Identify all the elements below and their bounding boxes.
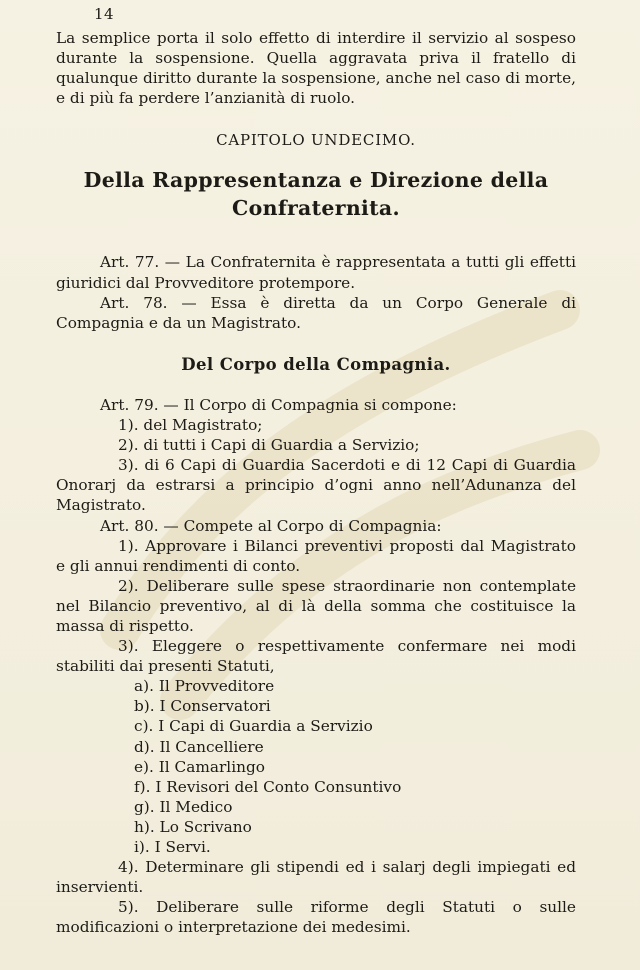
article-80-item: 4). Determinare gli stipendi ed i salarj degli impiegati ed inservienti.	[56, 858, 576, 897]
article-79-item: 1). del Magistrato;	[118, 416, 263, 435]
article-79-item: 3). di 6 Capi di Guardia Sacerdoti e di 12 Capi di Guardia Onorarj da estrarsi a principio d’ogni anno nell’Adunanza del Magistrato.	[56, 456, 576, 515]
article-80-subitem: b). I Conservatori	[134, 697, 271, 716]
article-80-item: 5). Deliberare sulle riforme degli Statuti o sulle modificazioni o interpretazione dei medesimi.	[56, 898, 576, 937]
page-body	[56, 28, 576, 937]
article-79-item: 2). di tutti i Capi di Guardia a Servizio;	[118, 436, 420, 455]
article-80-subitem: f). I Revisori del Conto Consuntivo	[134, 777, 402, 796]
article-80-subitem: a). Il Provveditore	[134, 677, 275, 696]
chapter-title: Della Rappresentanza e Direzione della Confraternita.	[83, 168, 549, 221]
article-80-subitem: h). Lo Scrivano	[134, 817, 252, 836]
intro-paragraph: La semplice porta il solo effetto di interdire il servizio al sospeso durante la sospensione. Quella aggravata priva il fratello di qualunque diritto durante la sospensione, anche nel caso di morte, e di più fa perdere l’anzianità di ruolo.	[56, 29, 576, 108]
chapter-heading: CAPITOLO UNDECIMO.	[216, 131, 416, 150]
article-80-subitem: e). Il Camarlingo	[134, 757, 265, 776]
article-78: Art. 78. — Essa è diretta da un Corpo Generale di Compagnia e da un Magistrato.	[56, 293, 576, 332]
article-80-subitem: g). Il Medico	[134, 797, 233, 816]
page-number: 14	[94, 5, 115, 23]
article-79: Art. 79. — Il Corpo di Compagnia si compone:	[100, 395, 457, 414]
article-77: Art. 77. — La Confraternita è rappresentata a tutti gli effetti giuridici dal Provveditore protempore.	[56, 253, 576, 292]
article-80-item: 2). Deliberare sulle spese straordinarie non contemplate nel Bilancio preventivo, al di là della somma che costituisce la massa di rispetto.	[56, 576, 576, 635]
article-80-item: 1). Approvare i Bilanci preventivi proposti dal Magistrato e gli annui rendimenti di conto.	[56, 536, 576, 575]
section-heading: Del Corpo della Compagnia.	[181, 354, 451, 374]
article-80-subitem: c). I Capi di Guardia a Servizio	[134, 717, 373, 736]
article-80-subitem: d). Il Cancelliere	[134, 737, 264, 756]
article-80: Art. 80. — Compete al Corpo di Compagnia:	[100, 516, 442, 535]
article-80-item: 3). Eleggere o respettivamente confermare nei modi stabiliti dai presenti Statuti,	[56, 637, 576, 676]
article-80-subitem: i). I Servi.	[134, 838, 211, 856]
